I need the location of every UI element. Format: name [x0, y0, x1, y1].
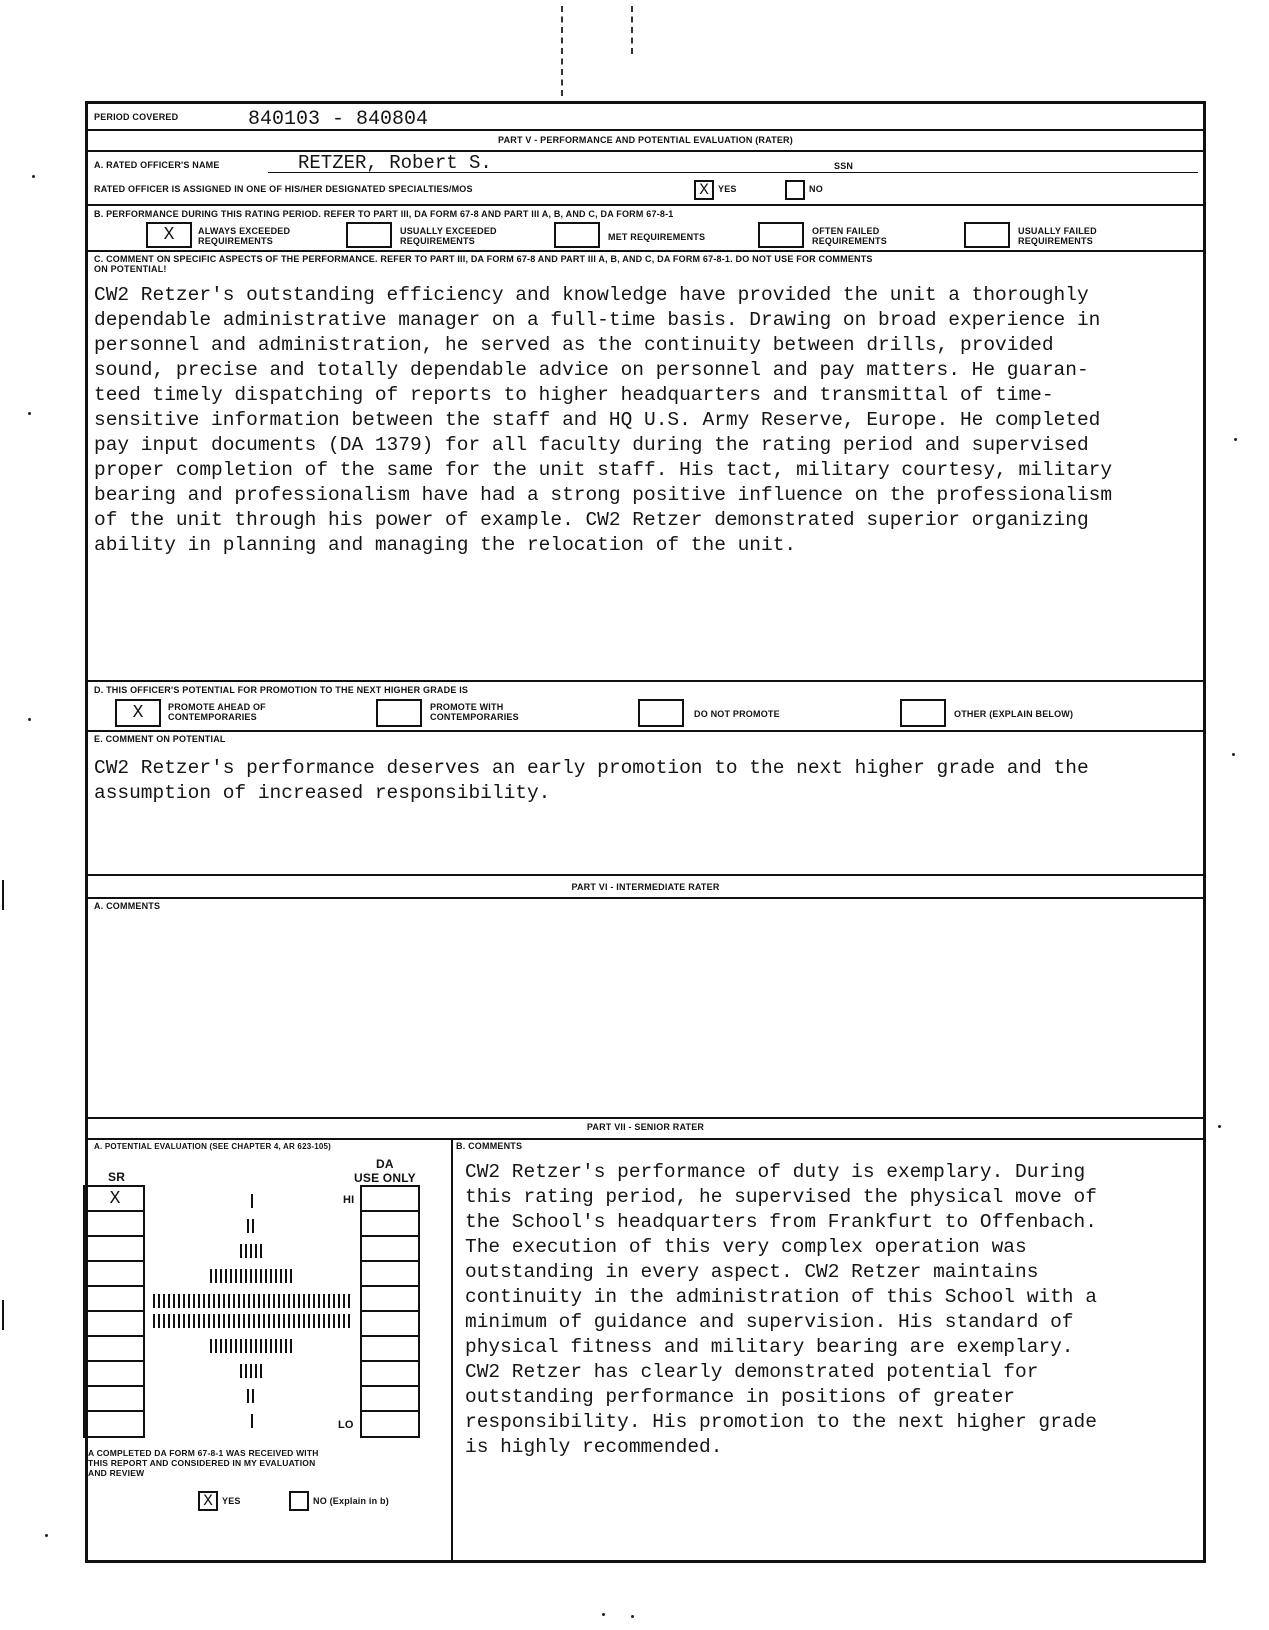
perf-always-exceeded-box[interactable]: X [146, 222, 192, 248]
divider [88, 1117, 1203, 1119]
scan-artifact [561, 6, 563, 96]
part-v-title: PART V - PERFORMANCE AND POTENTIAL EVALUATION (RATER) [498, 135, 793, 145]
scan-artifact [2, 1300, 4, 1330]
intermediate-comments-label: A. COMMENTS [94, 901, 161, 911]
scan-artifact [1232, 753, 1235, 756]
senior-comments-text: CW2 Retzer's performance of duty is exemplary. During this rating period, he supervised the physical move of the School's headquarters from Frankfurt to Offenbach. The execution of this very complex operation was outstanding in every aspect. CW2 Retzer maintains continuity in the administration of this School with a minimum of guidance and supervision. His standard of physical fitness and military bearing are exemplary. CW2 Retzer has clearly demonstrated potential for outstanding performance in positions of greater responsibility. His promotion to the next higher grade is highly recommended. [465, 1161, 1097, 1458]
scan-artifact [631, 6, 633, 54]
performance-label: B. PERFORMANCE DURING THIS RATING PERIOD. REFER TO PART III, DA FORM 67-8 AND PART III A, B, AND C, DA FORM 67-8-1 [94, 209, 674, 219]
sr-label: SR [108, 1170, 126, 1184]
divider [88, 730, 1203, 732]
da-cell [362, 1287, 420, 1312]
potential-comment-text: CW2 Retzer's performance deserves an early promotion to the next higher grade and the assumption of increased responsibility. [94, 757, 1089, 804]
scan-artifact [631, 1615, 634, 1618]
scan-artifact [2, 880, 4, 910]
da-scale [360, 1185, 420, 1438]
da-cell [362, 1387, 420, 1412]
sr-cell-7[interactable] [85, 1337, 145, 1362]
scan-artifact [602, 1613, 605, 1616]
received-form-statement: A COMPLETED DA FORM 67-8-1 WAS RECEIVED WITH THIS REPORT AND CONSIDERED IN MY EVALUATION AND REVIEW [88, 1448, 319, 1478]
received-yes-label: YES [222, 1496, 241, 1506]
sr-cell-5[interactable] [85, 1287, 145, 1312]
divider [88, 250, 1203, 252]
da-cell [362, 1312, 420, 1337]
divider [88, 150, 1203, 152]
specialty-yes-checkbox[interactable]: X [694, 180, 714, 200]
lo-label: LO [338, 1419, 354, 1431]
promotion-potential-label: D. THIS OFFICER'S POTENTIAL FOR PROMOTION TO THE NEXT HIGHER GRADE IS [94, 685, 469, 695]
perf-usually-failed-label: USUALLY FAILED REQUIREMENTS [1018, 226, 1097, 246]
divider [88, 129, 1203, 131]
received-yes-checkbox[interactable]: X [198, 1491, 218, 1511]
senior-potential-label: A. POTENTIAL EVALUATION (SEE CHAPTER 4, AR 623-105) [94, 1142, 332, 1151]
divider [88, 874, 1203, 876]
performance-comment-label: C. COMMENT ON SPECIFIC ASPECTS OF THE PERFORMANCE. REFER TO PART III, DA FORM 67-8 AND PART III A, B, AND C, DA FORM 67-8-1. DO NOT USE FOR COMMENTS ON POTENTIAL! [94, 254, 873, 274]
rated-officer-name-label: A. RATED OFFICER'S NAME [94, 160, 220, 170]
sr-scale [83, 1185, 145, 1438]
divider [88, 1138, 1203, 1140]
received-no-checkbox[interactable] [289, 1491, 309, 1511]
perf-often-failed-box[interactable] [758, 222, 804, 248]
scan-artifact [28, 412, 31, 415]
potential-comment-label: E. COMMENT ON POTENTIAL [94, 734, 226, 744]
other-label: OTHER (EXPLAIN BELOW) [954, 709, 1074, 719]
promote-with-label: PROMOTE WITH CONTEMPORARIES [430, 702, 519, 722]
senior-comments-label: B. COMMENTS [456, 1141, 523, 1151]
scan-artifact [45, 1534, 48, 1537]
sr-cell-8[interactable] [85, 1362, 145, 1387]
promote-ahead-label: PROMOTE AHEAD OF CONTEMPORARIES [168, 702, 266, 722]
ssn-label: SSN [834, 161, 854, 171]
da-use-only-label: DA USE ONLY [354, 1157, 416, 1185]
specialty-question: RATED OFFICER IS ASSIGNED IN ONE OF HIS/HER DESIGNATED SPECIALTIES/MOS [94, 184, 473, 194]
sr-cell-4[interactable] [85, 1262, 145, 1287]
rated-officer-name-value: RETZER, Robert S. [298, 152, 492, 174]
period-covered-value: 840103 - 840804 [248, 108, 429, 131]
divider [88, 204, 1203, 206]
received-no-label: NO (Explain in b) [313, 1496, 389, 1506]
perf-usually-exceeded-label: USUALLY EXCEEDED REQUIREMENTS [400, 226, 497, 246]
sr-cell-3[interactable] [85, 1237, 145, 1262]
specialty-no-label: NO [809, 184, 823, 194]
part-vi-title: PART VI - INTERMEDIATE RATER [571, 882, 720, 892]
perf-met-label: MET REQUIREMENTS [608, 232, 706, 242]
da-cell [362, 1362, 420, 1387]
do-not-promote-label: DO NOT PROMOTE [694, 709, 780, 719]
period-covered-label: PERIOD COVERED [94, 112, 179, 122]
scan-artifact [1234, 438, 1237, 441]
perf-often-failed-label: OFTEN FAILED REQUIREMENTS [812, 226, 887, 246]
da-cell [362, 1187, 420, 1212]
specialty-no-checkbox[interactable] [785, 180, 805, 200]
divider [88, 897, 1203, 899]
da-cell [362, 1262, 420, 1287]
sr-cell-2[interactable] [85, 1212, 145, 1237]
hi-label: HI [343, 1194, 355, 1206]
performance-comment-text: CW2 Retzer's outstanding efficiency and knowledge have provided the unit a thoroughly dependable administrative manager on a full-time basis. Drawing on broad experience in personnel and administration, he served as the continuity between drills, provided sound, precise and totally dependable advice on personnel and pay matters. He guaran- teed timely dispatching of reports to higher headquarters and transmittal of time- sensitive information between the staff and HQ U.S. Army Reserve, Europe. He completed pay input documents (DA 1379) for all faculty during the rating period and supervised proper completion of the same for the unit staff. His tact, military courtesy, military bearing and professionalism have had a strong positive influence on the professionalism of the unit through his power of example. CW2 Retzer demonstrated superior organizing ability in planning and managing the relocation of the unit. [94, 284, 1113, 556]
perf-met-box[interactable] [554, 222, 600, 248]
sr-cell-9[interactable] [85, 1387, 145, 1412]
other-box[interactable] [900, 699, 946, 727]
sr-cell-6[interactable] [85, 1312, 145, 1337]
promote-with-box[interactable] [376, 699, 422, 727]
perf-always-exceeded-label: ALWAYS EXCEEDED REQUIREMENTS [198, 226, 291, 246]
da-cell [362, 1337, 420, 1362]
promote-ahead-box[interactable]: X [115, 699, 161, 727]
perf-usually-exceeded-box[interactable] [346, 222, 392, 248]
scan-artifact [28, 718, 31, 721]
perf-usually-failed-box[interactable] [964, 222, 1010, 248]
column-divider [451, 1138, 453, 1563]
name-underline [268, 172, 1198, 173]
divider [88, 680, 1203, 682]
sr-cell-1[interactable]: X [85, 1187, 145, 1212]
scan-artifact [1218, 1125, 1221, 1128]
do-not-promote-box[interactable] [638, 699, 684, 727]
da-cell [362, 1237, 420, 1262]
evaluation-form [85, 101, 1206, 1563]
specialty-yes-label: YES [718, 184, 737, 194]
da-cell [362, 1212, 420, 1237]
scan-artifact [32, 175, 35, 178]
part-vii-title: PART VII - SENIOR RATER [586, 1122, 705, 1132]
